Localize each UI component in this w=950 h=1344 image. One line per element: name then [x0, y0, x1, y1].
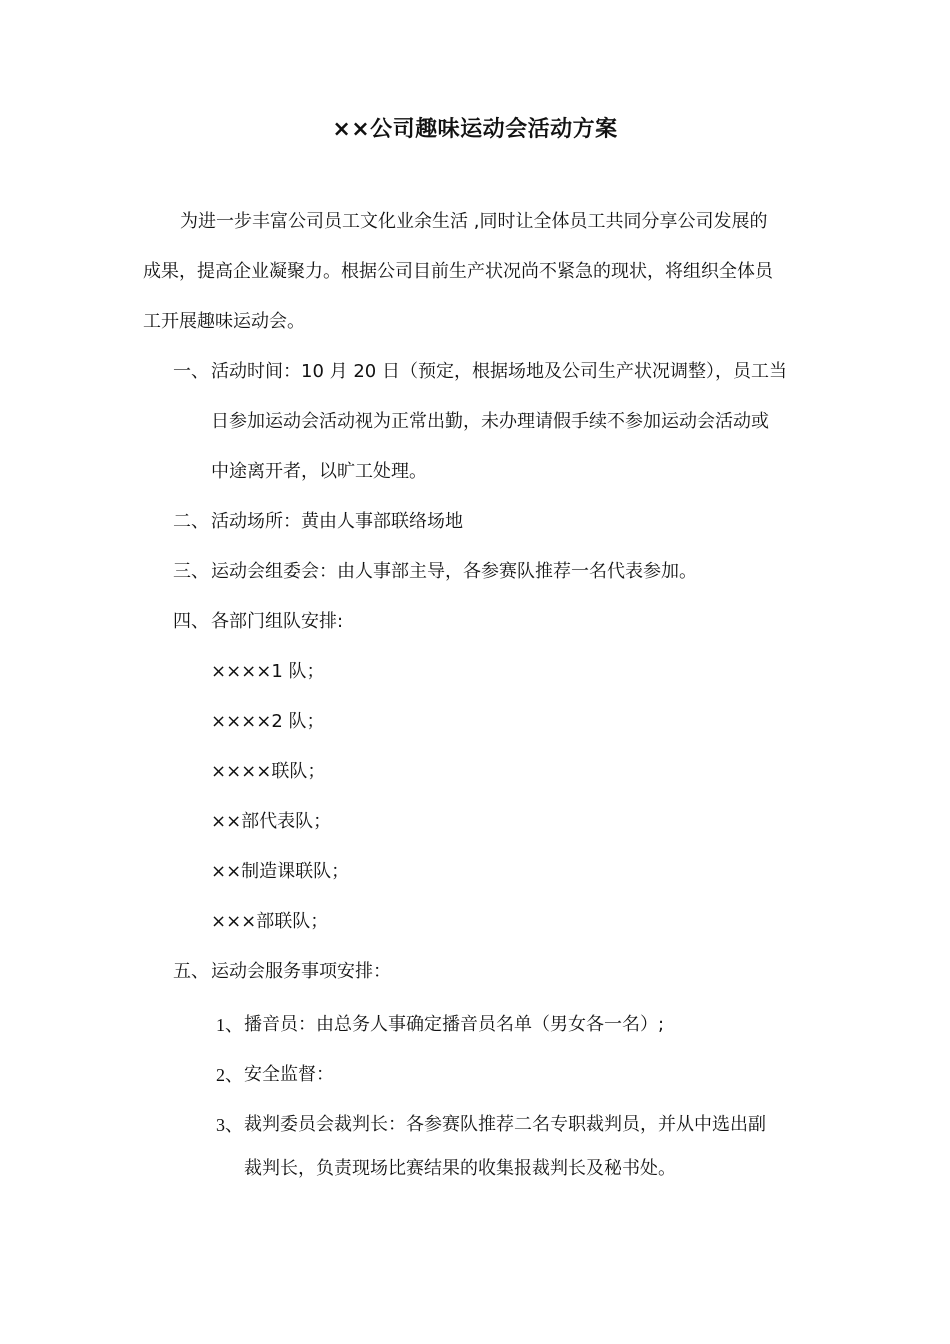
service-item-marker: 1、	[216, 1015, 243, 1035]
team-list-item: ××××联队；	[211, 761, 326, 782]
section-1-line-1: 活动时间：10 月 20 日（预定，根据场地及公司生产状况调整），员工当	[211, 361, 787, 382]
service-item-text: 裁判委员会裁判长：各参赛队推荐二名专职裁判员，并从中选出副	[244, 1114, 766, 1135]
team-list-item: ××××2 队；	[211, 711, 325, 732]
team-list-item: ××部代表队；	[211, 811, 332, 832]
section-5-marker: 五、	[173, 961, 209, 982]
section-1-line-2: 日参加运动会活动视为正常出勤，未办理请假手续不参加运动会活动或	[211, 411, 769, 432]
intro-line-1: 为进一步丰富公司员工文化业余生活 ,同时让全体员工共同分享公司发展的	[180, 211, 768, 232]
section-5-text: 运动会服务事项安排：	[211, 961, 391, 982]
service-item-text-continued: 裁判长，负责现场比赛结果的收集报裁判长及秘书处。	[244, 1158, 676, 1179]
section-2-marker: 二、	[173, 511, 209, 532]
service-item-marker: 3、	[216, 1115, 243, 1135]
service-item-text: 播音员：由总务人事确定播音员名单（男女各一名）;	[244, 1014, 665, 1035]
document-title: ××公司趣味运动会活动方案	[332, 117, 618, 142]
section-1-line-3: 中途离开者，以旷工处理。	[211, 461, 427, 482]
team-list-item: ×××部联队；	[211, 911, 329, 932]
section-4-marker: 四、	[173, 611, 209, 632]
section-3-text: 运动会组委会：由人事部主导，各参赛队推荐一名代表参加。	[211, 561, 697, 582]
intro-line-2: 成果，提高企业凝聚力。根据公司目前生产状况尚不紧急的现状，将组织全体员	[143, 261, 773, 282]
section-3-marker: 三、	[173, 561, 209, 582]
section-2-text: 活动场所：黄由人事部联络场地	[211, 511, 463, 532]
service-item-marker: 2、	[216, 1065, 243, 1085]
team-list-item: ××××1 队；	[211, 661, 325, 682]
section-4-text: 各部门组队安排:	[211, 611, 344, 632]
service-item-text: 安全监督：	[244, 1064, 334, 1085]
intro-line-3: 工开展趣味运动会。	[143, 311, 305, 332]
team-list-item: ××制造课联队；	[211, 861, 350, 882]
section-1-marker: 一、	[173, 361, 209, 382]
